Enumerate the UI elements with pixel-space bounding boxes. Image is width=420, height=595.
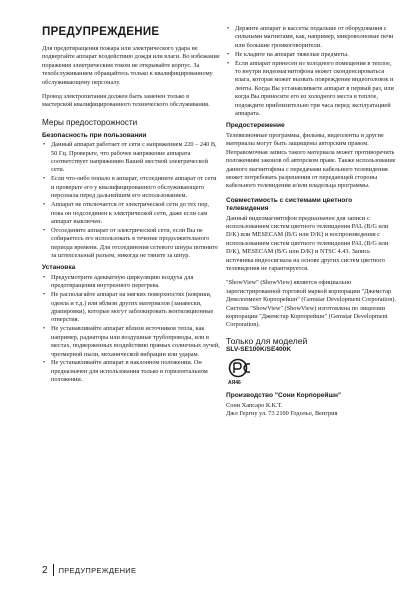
- manufacturer-line-2: Джл Гергну ул. 73 2100 Годольо, Венгрия: [226, 410, 338, 418]
- bullet-icon: •: [227, 59, 230, 67]
- list-item-text: Не располагайте аппарат на мягких поверхностях (коврики, одеяла и т.д.) или вблизи других материалов (занавески, драпировки), которые могут заблокировать вентиляционные отверстия.: [51, 291, 214, 324]
- footer-title: ПРЕДУПРЕЖДЕНИЕ: [58, 565, 137, 575]
- list-item-text: Данный аппарат работает от сети с напряжением 220 – 240 В, 50 Гц. Проверьте, что рабочее напряжение аппарата соответствует напряжению Вашей местной электрической сети.: [51, 141, 217, 174]
- installation-list-continued: [226, 25, 396, 118]
- bullet-icon: •: [43, 175, 46, 183]
- precautions-heading: Меры предосторожности: [42, 117, 138, 127]
- caution-heading: Предостережение: [226, 122, 285, 130]
- list-item-text: Отсоедините аппарат от электрической сети, если Вы не собираетесь его использовать в течение продолжительного периода времени. Для отсоединения сетевого шнура потяните за штепсельный разъем, никогда не тяните за шнур.: [51, 226, 218, 260]
- list-item-text: Если аппарат принесен из холодного помещения в теплое, то внутри видеомагнитофона может сконденсироваться влага, которая может вызвать повреждение видеоголовок и ленты. Когда Вы устанавливаете аппарат в первый раз, или когда Вы приносите его из холодного места в теплое, подождите приблизительно три часа перед эксплуатацией аппарата.: [235, 59, 394, 118]
- bullet-icon: •: [227, 25, 230, 32]
- bullet-icon: •: [43, 359, 46, 367]
- compatibility-heading: Совместимость с системами цветного телевидения: [226, 196, 353, 213]
- page-number: 2: [42, 564, 48, 576]
- list-item-text: Если что-либо попало в аппарат, отсоедините аппарат от сети и проверьте его у квалифицированного обслуживающего персонала перед дальнейшим его использованием.: [51, 175, 217, 200]
- installation-list: [42, 274, 220, 385]
- safety-heading: Безопасность при пользовании: [42, 131, 147, 139]
- list-item: [42, 175, 220, 200]
- bullet-icon: •: [43, 141, 46, 149]
- list-item: [42, 141, 220, 175]
- manufacturer-heading: Производство "Сони Корпорейшн": [226, 392, 342, 400]
- bullet-icon: •: [43, 273, 46, 281]
- page-footer: [42, 563, 136, 577]
- list-item: [226, 60, 396, 119]
- certification-code: АЯ46: [228, 380, 241, 387]
- list-item: [42, 227, 220, 261]
- list-item-text: Не устанавливайте аппарат вблизи источников тепла, как например, радиаторы или воздушные трубопроводы, или в местах, подверженных воздействию прямых солнечных лучей, чрезмерной пыли, механической вибрации или ударам.: [51, 325, 220, 358]
- caution-text: Телевизионные программы, фильмы, видеоленты и другие материалы могут быть защищены авторским правом. Неправомочная запись такого материала может противоречить положениям законов об авторском праве. Также использование данного магнитофона с передачами кабельного телевидения может потребовать разрешения от передающей стороны кабельного телевидения и/или владельца программы.: [226, 131, 396, 190]
- bullet-icon: •: [43, 201, 46, 209]
- bullet-icon: •: [43, 226, 46, 234]
- list-item-text: Не устанавливайте аппарат в наклонном положении. Он предназначен для использования только в горизонтальном положении.: [51, 359, 208, 384]
- list-item: [226, 51, 396, 59]
- footer-divider: [53, 564, 54, 576]
- bullet-icon: •: [43, 291, 46, 299]
- list-item: [42, 291, 220, 325]
- certification-mark-icon: [228, 358, 396, 378]
- right-column: [226, 25, 396, 418]
- certification-mark-svg: [228, 358, 254, 378]
- safety-list: [42, 141, 220, 260]
- manufacturer-line-1: Сони Хапсаро К.К.Т.: [226, 401, 283, 409]
- list-item: [226, 25, 396, 50]
- list-item: [42, 274, 220, 291]
- list-item-text: Не кладите на аппарат тяжелые предметы.: [235, 50, 349, 58]
- warning-paragraph-1: Для предотвращения пожара или электрического удара не подвергайте аппарат воздействию дождя или влаги. Во избежание поражения электрическим током не открывайте корпус. За техобслуживанием обращайтесь только к квалифицированному обслуживающему персоналу.: [42, 45, 220, 86]
- compatibility-text: Данный видеомагнитофон предназначен для записи с использованием систем цветного телевидения PAL (B/G или D/K) или MESECAM (B/G или D/K) и воспроизведения с использованием систем цветного телевидения PAL (B/G или D/K), MESECAM (B/G или D/K) и NTSC 4.43. Запись источника видеосигнала на основе других систем цветного телевидения не гарантируется.: [226, 214, 389, 272]
- list-item-text: Держите аппарат и кассеты подальше от оборудования с сильными магнитами, как, например, микроволновые печи или большие громкоговорители.: [235, 25, 394, 49]
- models-title: Только для моделей: [226, 335, 308, 346]
- page-title: ПРЕДУПРЕЖДЕНИЕ: [42, 26, 160, 38]
- list-item: [42, 201, 220, 226]
- list-item: [42, 359, 220, 384]
- installation-heading: Установка: [42, 264, 76, 272]
- bullet-icon: •: [43, 325, 46, 333]
- list-item-text: Аппарат не отключается от электрической сети до тех пор, пока он подсоединен к электрической сети, даже если сам аппарат выключен.: [51, 201, 209, 225]
- models-subtitle: SLV-SE100K/SE400K: [226, 345, 292, 353]
- list-item: [42, 325, 220, 359]
- list-item-text: Предусмотрите адекватную циркуляцию воздуха для предотвращения внутреннего перегрева.: [51, 273, 194, 290]
- left-column: [42, 25, 220, 385]
- warning-paragraph-2: Провод электропитания должен быть заменен только в мастерской квалифицированного технического обслуживания.: [42, 93, 210, 109]
- bullet-icon: •: [227, 50, 230, 58]
- showview-text: "ShowView" (ShowView) является официально зарегистрированной торговой маркой корпорации "Джемстар Девелопмент Корпорейшн" (Gemstar Development Corporation). Система "ShowView" (ShowView) изготовлена по лицензии корпорации "Джемстар Корпорейшн" (Gemstar Development Corporation).: [226, 279, 397, 329]
